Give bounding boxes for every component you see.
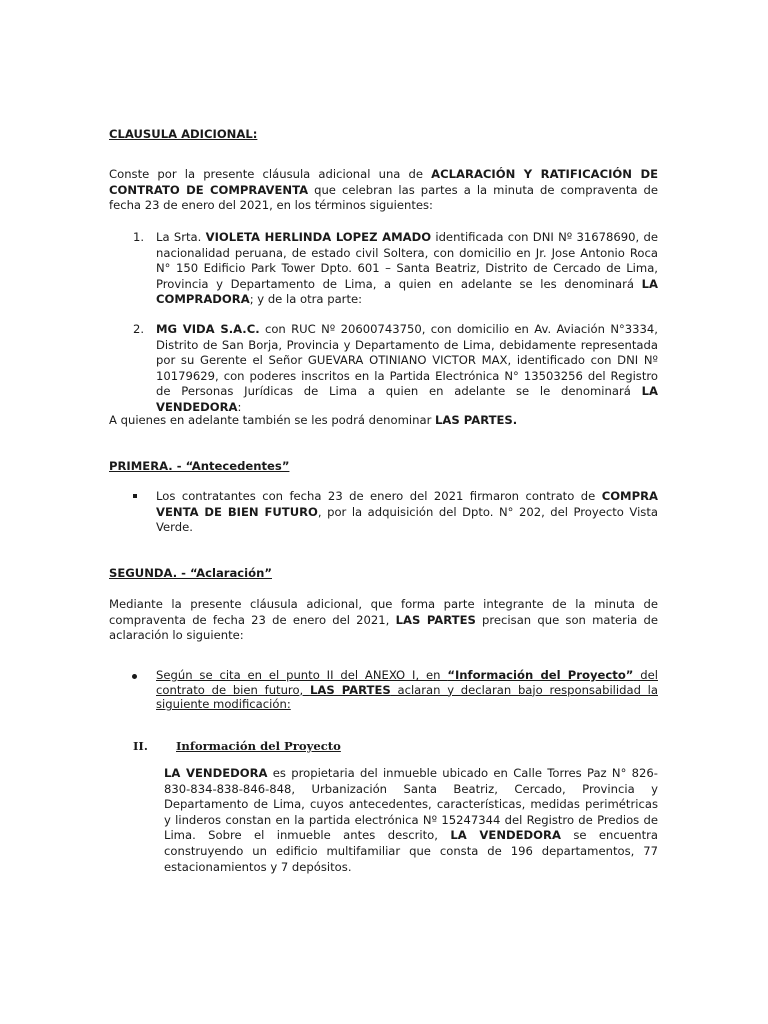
section-number: II. (133, 739, 148, 753)
bullet-paragraph: Según se cita en el punto II del ANEXO I, en “Información del Proyecto” del contrato de bien futuro, LAS PARTES aclaran y declaran bajo responsabilidad la siguiente modificación: (156, 668, 658, 711)
partes-paragraph: A quienes en adelante también se les podrá denominar LAS PARTES. (109, 413, 518, 427)
party2-number: 2. (133, 322, 145, 336)
party1-paragraph: La Srta. VIOLETA HERLINDA LOPEZ AMADO identificada con DNI Nº 31678690, de nacionalidad peruana, de estado civil Soltera, con domicilio en Jr. Jose Antonio Roca N° 150 Edificio Park Tower Dpto. 601 – Santa Beatriz, Distrito de Cercado de Lima, Provincia y Departamento de Lima, a quien en adelante se les denominará LA COMPRADORA; y de la otra parte: (156, 230, 658, 307)
round-bullet-icon (132, 674, 137, 679)
party2-paragraph: MG VIDA S.A.C. con RUC Nº 20600743750, con domicilio en Av. Aviación N°3334, Distrito de San Borja, Provincia y Departamento de Lima, debidamente representada por su Gerente el Señor GUEVARA OTINIANO VICTOR MAX, identificado con DNI Nº 10179629, con poderes inscritos en la Partida Electrónica N° 13503256 del Registro de Personas Jurídicas de Lima a quien en adelante se le denominará LA VENDEDORA: (156, 322, 658, 414)
section-heading: Información del Proyecto (176, 739, 341, 753)
segunda-heading: SEGUNDA. - “Aclaración” (109, 566, 272, 580)
document-title: CLAUSULA ADICIONAL: (109, 127, 258, 141)
segunda-paragraph: Mediante la presente cláusula adicional, que forma parte integrante de la minuta de compraventa de fecha 23 de enero del 2021, LAS PARTES precisan que son materia de aclaración lo siguiente: (109, 597, 658, 643)
party1-number: 1. (133, 230, 145, 244)
intro-paragraph: Conste por la presente cláusula adicional una de ACLARACIÓN Y RATIFICACIÓN DE CONTRATO DE COMPRAVENTA que celebran las partes a la minuta de compraventa de fecha 23 de enero del 2021, en los términos siguientes: (109, 167, 658, 213)
primera-paragraph: Los contratantes con fecha 23 de enero del 2021 firmaron contrato de COMPRA VENTA DE BIEN FUTURO, por la adquisición del Dpto. N° 202, del Proyecto Vista Verde. (156, 489, 658, 535)
section-paragraph: LA VENDEDORA es propietaria del inmueble ubicado en Calle Torres Paz N° 826-830-834-838-846-848, Urbanización Santa Beatriz, Cercado, Provincia y Departamento de Lima, cuyos antecedentes, características, medidas perimétricas y linderos constan en la partida electrónica Nº 15247344 del Registro de Predios de Lima. Sobre el inmueble antes descrito, LA VENDEDORA se encuentra construyendo un edificio multifamiliar que consta de 196 departamentos, 77 estacionamientos y 7 depósitos. (164, 766, 658, 874)
square-bullet-icon (133, 494, 137, 498)
primera-heading: PRIMERA. - “Antecedentes” (109, 459, 290, 473)
